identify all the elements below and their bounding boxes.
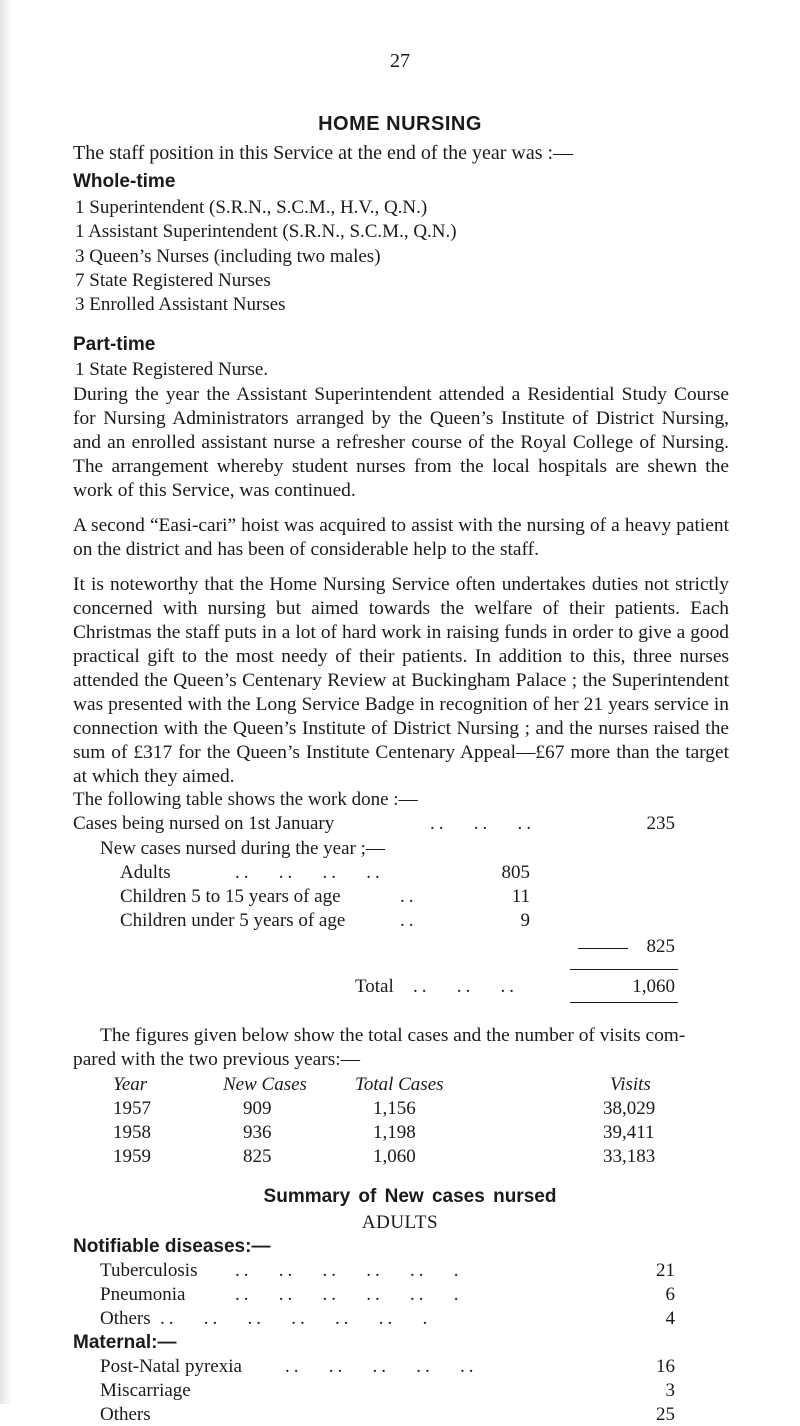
notifiable-label-pneumonia: Pneumonia	[100, 1284, 186, 1305]
staff-item: 1 State Registered Nurse.	[75, 359, 269, 380]
comparison-intro-line2: pared with the two previous years:—	[73, 1049, 361, 1070]
col-header-new-cases: New Cases	[223, 1074, 307, 1095]
staff-intro: The staff position in this Service at the end of the year was :—	[73, 142, 574, 164]
total-rule-bottom	[570, 1002, 678, 1003]
notifiable-value-pneumonia: 6	[665, 1284, 675, 1305]
paragraph-hoist: A second “Easi-cari” hoist was acquired to assist with the nursing of a heavy patient on the district and has been of considerable help to the staff.	[73, 515, 729, 560]
leader-dots: .. .. .. ..	[235, 862, 384, 883]
maternal-label-others: Others	[100, 1404, 151, 1425]
staff-item: 1 Assistant Superintendent (S.R.N., S.C.M., Q.N.)	[75, 221, 457, 242]
staff-item: 7 State Registered Nurses	[75, 270, 271, 291]
work-table-intro: The following table shows the work done :—	[73, 789, 418, 810]
staff-item: 3 Queen’s Nurses (including two males)	[75, 246, 381, 267]
paragraphs	[73, 383, 729, 789]
total-rule-top	[570, 969, 678, 970]
notifiable-value-tuberculosis: 21	[656, 1260, 675, 1281]
maternal-label-miscarriage: Miscarriage	[100, 1380, 191, 1401]
leader-dots: .. .. ..	[413, 976, 518, 997]
row-value-adults: 805	[501, 862, 530, 883]
cell-year: 1959	[113, 1146, 151, 1167]
new-cases-total: 825	[646, 936, 675, 957]
leader-dots: ..	[400, 910, 418, 931]
leader-dots: .. .. .. .. ..	[285, 1356, 478, 1377]
cell-new-cases: 825	[243, 1146, 272, 1167]
staff-item: 1 Superintendent (S.R.N., S.C.M., H.V., Q.N.)	[75, 197, 428, 218]
leader-dots: .. .. .. .. .. .	[235, 1284, 463, 1305]
leader-dots: .. .. .. .. .. .	[235, 1260, 463, 1281]
row-label-children-under-5: Children under 5 years of age	[120, 910, 346, 931]
maternal-label-postnatal: Post-Natal pyrexia	[100, 1356, 242, 1377]
notifiable-label-tuberculosis: Tuberculosis	[100, 1260, 198, 1281]
row-value-children-5-15: 11	[511, 886, 530, 907]
cell-visits: 39,411	[603, 1122, 655, 1143]
total-label: Total	[355, 976, 394, 997]
cases-jan1-value: 235	[646, 813, 675, 834]
leader-dots: ..	[400, 886, 418, 907]
cell-visits: 38,029	[603, 1098, 656, 1119]
paragraph-welfare: It is noteworthy that the Home Nursing Service often undertakes duties not strictly concerned with nursing but aimed towards the welfare of their patients. Each Christmas the staff puts in a lot of hard work in raising funds in order to give a good practical gift to the most needy of their patients. In addition to this, three nurses attended the Queen’s Centenary Review at Buckingham Palace ; the Superintendent was presented with the Long Service Badge in recognition of her 21 years service in connection with the Queen’s Institute of District Nursing ; and the nurses raised the sum of £317 for the Queen’s Institute Centenary Appeal—£67 more than the target at which they aimed.	[73, 574, 729, 787]
row-label-adults: Adults	[120, 862, 171, 883]
maternal-value-miscarriage: 3	[665, 1380, 675, 1401]
cell-total-cases: 1,156	[373, 1098, 416, 1119]
paragraph-study-course: During the year the Assistant Superintendent attended a Residential Study Course for Nursing Administrators arranged by the Queen’s Institute of District Nursing, and an enrolled assistant nurse a refresher course of the Royal College of Nursing. The arrangement whereby student nurses from the local hospitals are shewn the work of this Service, was continued.	[73, 384, 729, 501]
summary-subtitle: ADULTS	[361, 1212, 439, 1233]
page-title: HOME NURSING	[318, 113, 482, 135]
notifiable-label-others: Others	[100, 1308, 151, 1329]
maternal-value-others: 25	[656, 1404, 675, 1425]
col-header-visits: Visits	[610, 1074, 651, 1095]
staff-item: 3 Enrolled Assistant Nurses	[75, 294, 286, 315]
leader-dots: .. .. ..	[430, 813, 535, 834]
col-header-year: Year	[113, 1074, 148, 1095]
cell-new-cases: 909	[243, 1098, 272, 1119]
maternal-heading: Maternal:—	[73, 1332, 177, 1353]
row-value-children-under-5: 9	[520, 910, 530, 931]
leader-dots: .. .. .. .. .. .. .	[160, 1308, 432, 1329]
cell-visits: 33,183	[603, 1146, 656, 1167]
notifiable-value-others: 4	[665, 1308, 675, 1329]
cases-jan1-label: Cases being nursed on 1st January	[73, 813, 335, 834]
cell-year: 1957	[113, 1098, 151, 1119]
comparison-intro-line1: The figures given below show the total cases and the number of visits com-	[100, 1025, 686, 1046]
wholetime-heading: Whole-time	[73, 171, 176, 192]
new-cases-label: New cases nursed during the year ;—	[100, 838, 385, 859]
notifiable-heading: Notifiable diseases:—	[73, 1236, 271, 1257]
cell-total-cases: 1,060	[373, 1146, 416, 1167]
cell-year: 1958	[113, 1122, 151, 1143]
col-header-total-cases: Total Cases	[355, 1074, 444, 1095]
maternal-value-postnatal: 16	[656, 1356, 675, 1377]
cell-new-cases: 936	[243, 1122, 272, 1143]
page-number: 27	[390, 50, 410, 72]
summary-title: Summary of New cases nursed	[263, 1186, 557, 1207]
cell-total-cases: 1,198	[373, 1122, 416, 1143]
row-label-children-5-15: Children 5 to 15 years of age	[120, 886, 341, 907]
parttime-heading: Part-time	[73, 334, 156, 355]
grand-total-value: 1,060	[632, 976, 675, 997]
